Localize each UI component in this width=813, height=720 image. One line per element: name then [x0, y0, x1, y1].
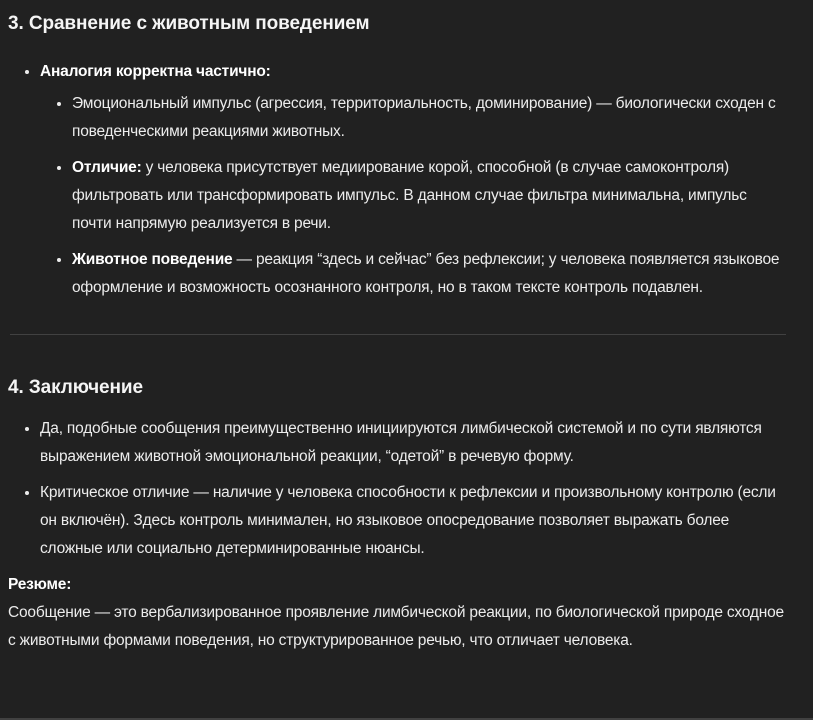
section-divider — [10, 334, 786, 335]
list-item-text: Эмоциональный импульс (агрессия, территориальность, доминирование) — биологически сходен с поведенческими реакциями животных. — [72, 95, 776, 140]
section-4-heading: 4. Заключение — [8, 377, 143, 398]
section-3-sublist — [40, 90, 786, 302]
list-item-conclusion-2 — [40, 479, 786, 563]
list-item-emotional-impulse — [72, 90, 786, 146]
section-4-list — [8, 415, 786, 563]
section-3-list — [8, 58, 786, 302]
list-item-bold-lead: Животное поведение — [72, 251, 233, 268]
list-item-analogy — [40, 58, 786, 302]
list-item-text: Критическое отличие — наличие у человека способности к рефлексии и произвольному контролю (если он включён). Здесь контроль минимален, но языковое опосредование позволяет выражать более сложные или социально детерминированные нюансы. — [40, 484, 776, 557]
section-3-heading: 3. Сравнение с животным поведением — [8, 13, 370, 34]
list-item-conclusion-1 — [40, 415, 786, 471]
list-item-animal-behavior — [72, 246, 786, 302]
list-item-text: — реакция “здесь и сейчас” без рефлексии; у человека появляется языковое оформление и возможность осознанного контроля, но в таком тексте контроль подавлен. — [72, 251, 780, 296]
list-item-analogy-label: Аналогия корректна частично: — [40, 63, 271, 80]
list-item-text: у человека присутствует медиирование корой, способной (в случае самоконтроля) фильтровать или трансформировать импульс. В данном случае фильтра минимальна, импульс почти напрямую реализуется в речи. — [72, 159, 747, 232]
summary-paragraph — [8, 571, 786, 655]
list-item-bold-lead: Отличие: — [72, 159, 142, 176]
list-item-text: Да, подобные сообщения преимущественно инициируются лимбической системой и по сути являются выражением животной эмоциональной реакции, “одетой” в речевую форму. — [40, 420, 762, 465]
list-item-difference — [72, 154, 786, 238]
summary-text: Сообщение — это вербализированное проявление лимбической реакции, по биологической природе сходное с животными формами поведения, но структурированное речью, что отличает человека. — [8, 604, 784, 649]
summary-label: Резюме: — [8, 576, 72, 593]
